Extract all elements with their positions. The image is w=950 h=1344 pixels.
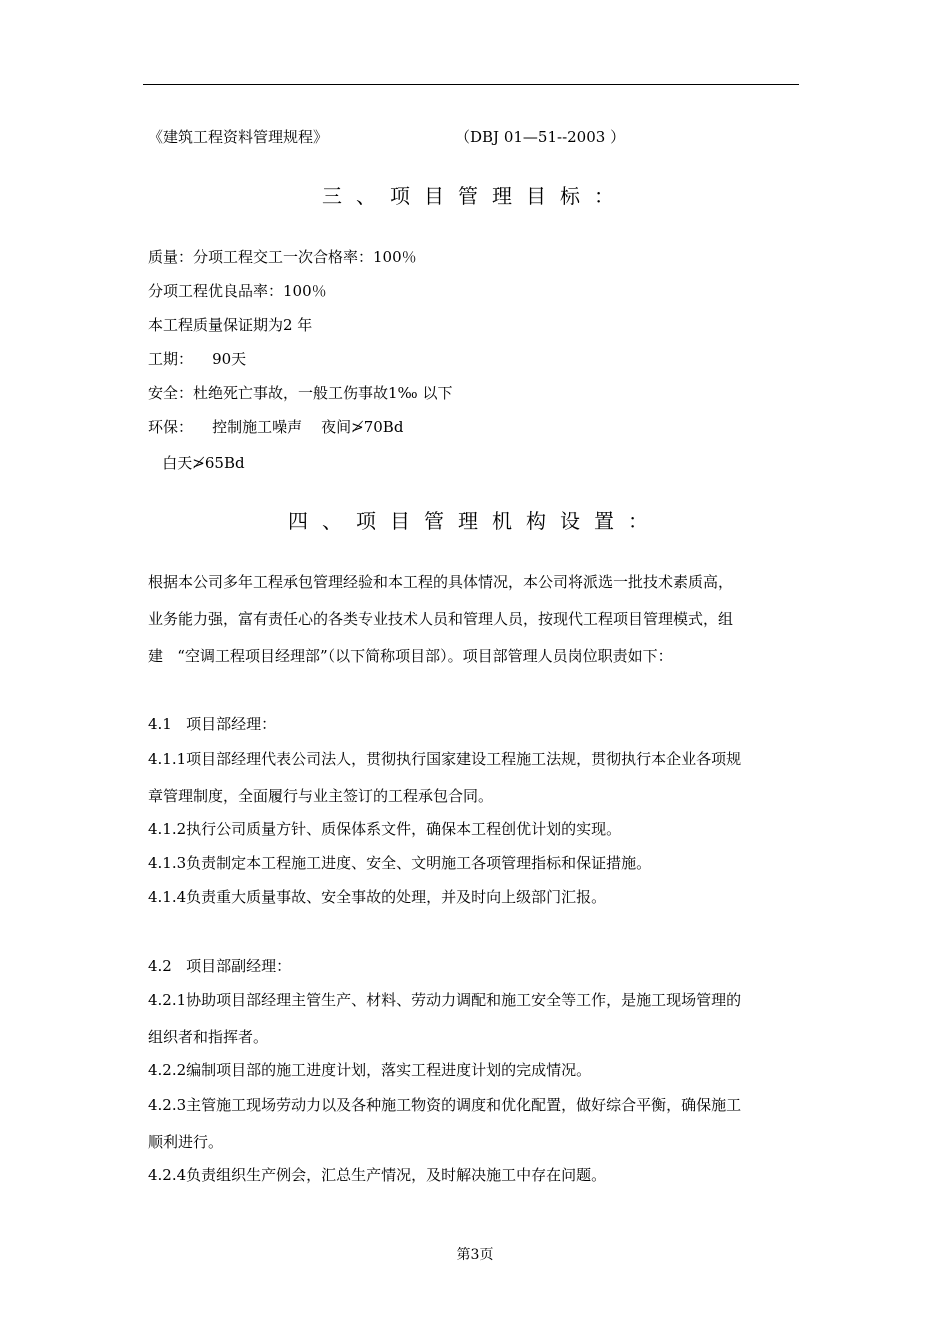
- duty-item: 4.2.1协助项目部经理主管生产、材料、劳动力调配和施工安全等工作，是施工现场管理的: [148, 991, 742, 1009]
- duty-item: 顺利进行。: [148, 1133, 224, 1151]
- duty-item: 4.1.1项目部经理代表公司法人，贯彻执行国家建设工程施工法规，贯彻执行本企业各项规: [148, 750, 742, 768]
- duty-item: 4.1.2执行公司质量方针、质保体系文件，确保本工程创优计划的实现。: [148, 820, 622, 838]
- goal-duration: 工期： 90天: [148, 350, 247, 368]
- subsection-4-1-title: 4.1 项目部经理：: [148, 715, 277, 733]
- duty-item: 4.2.3主管施工现场劳动力以及各种施工物资的调度和优化配置，做好综合平衡，确保施工: [148, 1096, 742, 1114]
- duty-item: 4.2.2编制项目部的施工进度计划，落实工程进度计划的完成情况。: [148, 1061, 592, 1079]
- intro-line: 建 “空调工程项目经理部”（以下简称项目部）。项目部管理人员岗位职责如下：: [148, 647, 673, 665]
- duty-item: 4.1.3负责制定本工程施工进度、安全、文明施工各项管理指标和保证措施。: [148, 854, 652, 872]
- subsection-4-2-title: 4.2 项目部副经理：: [148, 957, 292, 975]
- section3-heading: 三、项目管理目标：: [322, 184, 628, 208]
- duty-item: 组织者和指挥者。: [148, 1028, 269, 1046]
- goal-excellence-rate: 分项工程优良品率：100％: [148, 282, 327, 300]
- goal-warranty: 本工程质量保证期为2 年: [148, 316, 313, 334]
- standard-code: （DBJ 01—51--2003 ）: [455, 128, 626, 146]
- header-rule: [143, 84, 799, 85]
- goal-environment-night: 环保： 控制施工噪声 夜间≯70Bd: [148, 418, 404, 436]
- section4-heading: 四、项目管理机构设置：: [288, 509, 662, 533]
- goal-quality: 质量：分项工程交工一次合格率：100％: [148, 248, 417, 266]
- goal-safety: 安全：杜绝死亡事故，一般工伤事故1‰ 以下: [148, 384, 453, 402]
- duty-item: 章管理制度，全面履行与业主签订的工程承包合同。: [148, 787, 494, 805]
- duty-item: 4.2.4负责组织生产例会，汇总生产情况，及时解决施工中存在问题。: [148, 1166, 607, 1184]
- page-number: 第3页: [456, 1247, 494, 1263]
- goal-environment-day: 白天≯65Bd: [148, 454, 245, 472]
- standard-title: 《建筑工程资料管理规程》: [148, 128, 329, 146]
- intro-line: 业务能力强，富有责任心的各类专业技术人员和管理人员，按现代工程项目管理模式，组: [148, 610, 734, 628]
- duty-item: 4.1.4负责重大质量事故、安全事故的处理，并及时向上级部门汇报。: [148, 888, 607, 906]
- intro-line: 根据本公司多年工程承包管理经验和本工程的具体情况，本公司将派选一批技术素质高，: [148, 573, 734, 591]
